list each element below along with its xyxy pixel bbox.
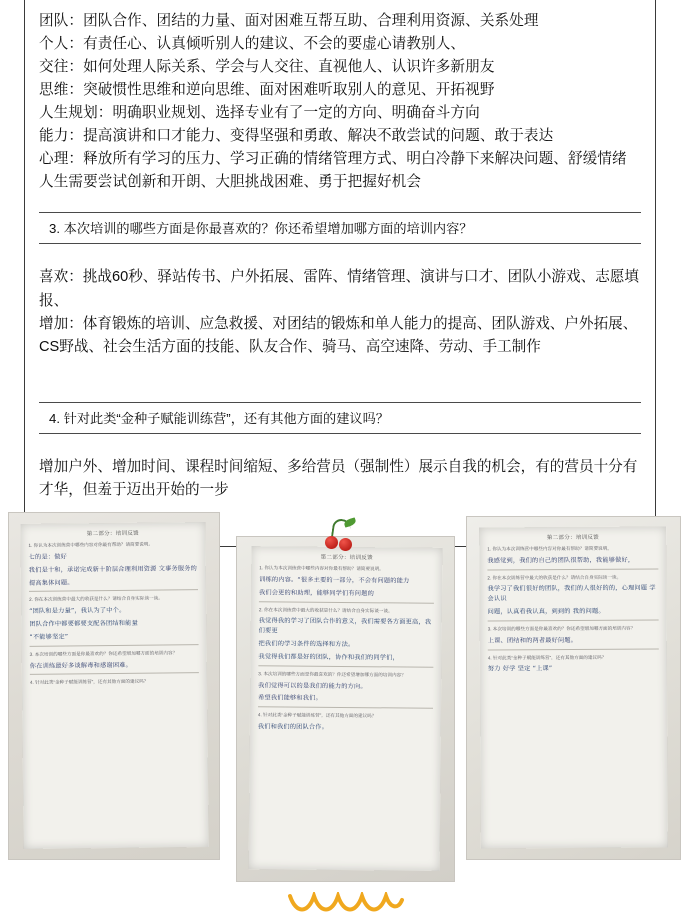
summary-line-thinking: 思维：突破惯性思维和逆向思维、面对困难听取别人的意见、开拓视野 — [39, 82, 495, 99]
divider — [258, 665, 433, 668]
summary-line-psychology: 心理：释放所有学习的压力、学习正确的情绪管理方式、明白冷静下来解决问题、舒缓情绪 — [39, 151, 627, 168]
handwritten-answer: 我们会更的和助理，能够同学们有问题的 — [258, 589, 375, 598]
answer-3-like: 喜欢：挑战60秒、驿站传书、户外拓展、雷阵、情绪管理、演讲与口才、团队小游戏、志愿填报、 — [39, 269, 639, 309]
handwritten-answer: 团队合作中都要都要支配各团结和能量 — [28, 620, 138, 629]
sheet-content-1 — [20, 522, 208, 849]
handwritten-answer: 希望我们能够和我们。 — [258, 694, 323, 703]
sheet-title: 第二部分：培训反馈 — [86, 531, 139, 538]
handwritten-answer: 我感觉到，我们的自己的团队很帮助，我能够做好， — [487, 556, 635, 565]
divider — [259, 601, 434, 604]
sheet-question: 2. 你在本次训练营中最大的收获是什么？请结合自身实际谈一谈。 — [258, 607, 393, 614]
handwritten-answer: 努力 好学 坚定 “上课” — [487, 665, 553, 673]
cherry-berry-icon — [339, 538, 352, 551]
answer-3 — [39, 266, 641, 359]
divider — [29, 644, 198, 647]
summary-line-life-plan: 人生规划：明确职业规划、选择专业有了一定的方向、明确奋斗方向 — [39, 105, 480, 122]
handwritten-answer: 我们觉得可以的是我们的能力的方向。 — [258, 682, 367, 690]
handwritten-answer: 七的是：做好 — [28, 553, 67, 561]
summary-line-team: 团队：团队合作、团结的力量、面对困难互帮互助、合理利用资源、关系处理 — [39, 13, 539, 29]
divider — [29, 673, 198, 676]
divider — [29, 590, 198, 593]
summary-line-closing: 人生需要尝试创新和开朗、大胆挑战困难、勇于把握好机会 — [39, 174, 422, 191]
summary-line-personal: 个人：有责任心、认真倾听别人的建议、不会的要虚心请教别人、 — [39, 36, 466, 53]
handwritten-answer: 我们是十和，承诺完成新十阶层合理利用资源 文事务服务的 — [28, 565, 197, 574]
cherry-icon — [322, 519, 362, 553]
spacer — [39, 360, 641, 384]
sheet-question: 3. 本次培训的哪些方面是你最喜欢的？你还希望增加哪方面的培训内容？ — [29, 650, 177, 658]
answer-4 — [39, 456, 641, 503]
scanned-feedback-sheet-3[interactable] — [466, 516, 681, 860]
sheet-question: 2. 你在本次训练营中最大的收获是什么？请结合自身实际谈一谈。 — [487, 574, 621, 581]
sheet-question: 1. 你认为本次训练营中哪些内容对你最有帮助？请简要说明。 — [259, 565, 384, 572]
cherry-leaf-icon — [343, 517, 357, 527]
scanned-feedback-sheet-2[interactable] — [236, 536, 455, 882]
handwritten-answer: 把我们的学习条件的选择和方法。 — [258, 640, 355, 649]
handwritten-answer: 我们和我们的团队合作。 — [257, 723, 329, 732]
divider — [487, 620, 658, 622]
sheet-content-2 — [249, 546, 443, 871]
question-4-heading: 4. 针对此类“金种子赋能训练营”，还有其他方面的建议吗？ — [39, 402, 641, 434]
handwritten-answer: 你在训练最好多谈解毒和感谢困难。 — [29, 661, 132, 670]
feedback-document — [24, 0, 656, 547]
divider — [488, 648, 659, 650]
wave-squiggle-icon — [286, 892, 406, 914]
scanned-feedback-sheet-1[interactable] — [8, 512, 220, 860]
sheet-question: 3. 本次培训的哪些方面是你最喜欢的？你还希望增加哪方面的培训内容？ — [487, 625, 635, 632]
summary-line-ability: 能力：提高演讲和口才能力、变得坚强和勇敢、解决不敢尝试的问题、敢于表达 — [39, 128, 554, 145]
handwritten-answer: 提高集体问题。 — [28, 579, 74, 587]
handwritten-answer: 我觉得我的学习了团队合作的意义，我们需要各方面更高，我们要更 — [258, 617, 432, 635]
answer-3-add: 增加：体育锻炼的培训、应急救援、对团结的锻炼和单人能力的提高、团队游戏、户外拓展、CS野战、社会生活方面的技能、队友合作、骑马、高空速降、劳动、手工制作 — [39, 316, 638, 356]
summary-line-social: 交往：如何处理人际关系、学会与人交往、直视他人、认识许多新朋友 — [39, 59, 495, 76]
sheet-question: 4. 针对此类“金种子赋能训练营”，还有其他方面的建议吗？ — [487, 654, 607, 661]
photo-strip — [0, 512, 693, 882]
divider — [487, 568, 658, 570]
handwritten-answer: 训练的内容。“很多主要的一部分，不会有问题的能力 — [259, 576, 410, 585]
handwritten-answer: “不能够坚定” — [29, 633, 68, 642]
divider — [258, 707, 433, 710]
sheet-question: 1. 你认为本次训练营中哪些内容对你最有帮助？请简要说明。 — [28, 541, 153, 549]
sheet-question: 1. 你认为本次训练营中哪些内容对你最有帮助？请简要说明。 — [487, 546, 612, 552]
handwritten-answer: 我觉得我们都是好的团队，协作和我们的同学们， — [258, 653, 400, 662]
sheet-title: 第二部分：培训反馈 — [320, 555, 373, 562]
sheet-question: 2. 你在本次训练营中最大的收获是什么？请结合自身实际谈一谈。 — [28, 596, 163, 603]
handwritten-answer: 我学习了我们很好的团队，我们的人很好的的，心理问题 学会认识 — [487, 585, 656, 603]
sheet-title: 第二部分：培训反馈 — [546, 535, 599, 542]
sheet-question: 4. 针对此类“金种子赋能训练营”，还有其他方面的建议吗？ — [29, 679, 149, 686]
handwritten-answer: 问题，认真看我认真，到到的 我的问题。 — [487, 608, 605, 616]
handwritten-answer: 上课、团结和的两者最好问题。 — [487, 636, 577, 645]
summary-paragraph-list — [39, 10, 641, 194]
cherry-berry-icon — [325, 536, 338, 549]
handwritten-answer: “团队和是力量”，我认为了中个。 — [28, 607, 126, 616]
sheet-content-3 — [479, 527, 668, 849]
question-3-heading: 3. 本次培训的哪些方面是你最喜欢的？你还希望增加哪方面的培训内容？ — [39, 212, 641, 244]
sheet-question: 4. 针对此类“金种子赋能训练营”，还有其他方面的建议吗？ — [257, 712, 377, 719]
sheet-question: 3. 本次培训的哪些方面是你最喜欢的？你还希望增加哪方面的培训内容？ — [258, 671, 406, 678]
answer-4-text: 增加户外、增加时间、课程时间缩短、多给营员（强制性）展示自我的机会，有的营员十分有才华，但羞于迈出开始的一步 — [39, 458, 638, 499]
